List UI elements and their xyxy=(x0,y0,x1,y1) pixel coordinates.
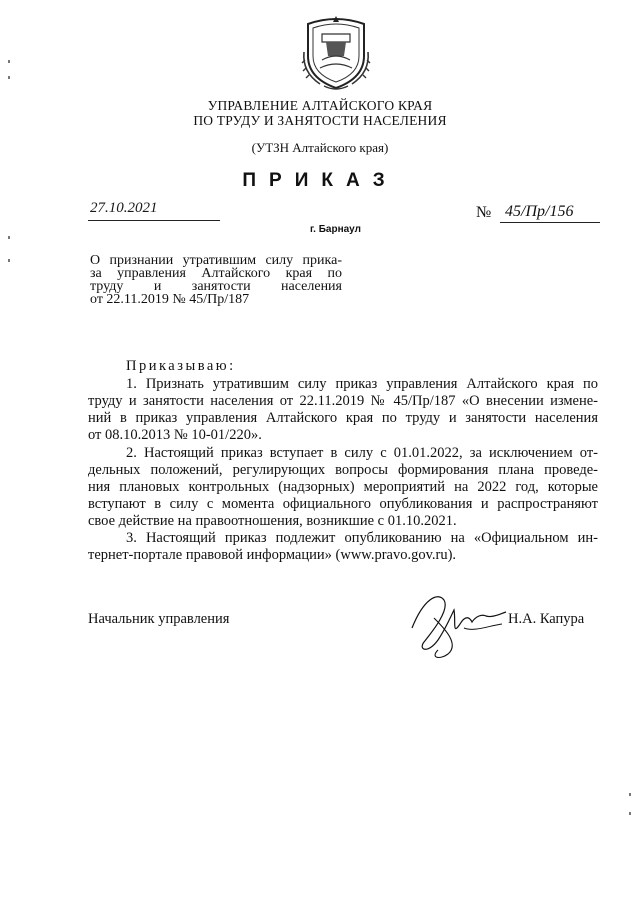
signature-icon xyxy=(404,588,509,660)
signer-position: Начальник управления xyxy=(88,611,230,627)
orders-heading: Приказываю: xyxy=(126,358,236,374)
paragraph-line: ний в приказ управления Алтайского края по труду и занятости населения xyxy=(88,410,598,426)
paragraph-line: дельных положений, регулирующих вопросы формирования плана проведе- xyxy=(88,462,598,478)
paragraph-line: вступают в силу с момента официального опубликования и распространяют xyxy=(88,496,598,512)
number-underline xyxy=(500,222,600,223)
document-city: г. Барнаул xyxy=(310,224,361,235)
paragraph-line: свое действие на правоотношения, возникшие с 01.10.2021. xyxy=(88,513,457,529)
scan-mark xyxy=(629,793,631,796)
scan-mark xyxy=(8,259,10,262)
document-type-title: ПРИКАЗ xyxy=(242,170,398,191)
scan-mark xyxy=(8,236,10,239)
paragraph-line: ния плановых контрольных (надзорных) мероприятий на 2022 год, которые xyxy=(88,479,598,495)
paragraph-line: 1. Признать утратившим силу приказ управления Алтайского края по xyxy=(126,376,598,392)
date-underline xyxy=(88,220,220,221)
coat-of-arms-icon xyxy=(300,12,372,92)
signer-name: Н.А. Капура xyxy=(508,611,585,627)
number-label: № xyxy=(476,204,492,221)
org-name-line2: ПО ТРУДУ И ЗАНЯТОСТИ НАСЕЛЕНИЯ xyxy=(193,113,447,128)
document-number: 45/Пр/156 xyxy=(505,203,574,220)
paragraph-line: 3. Настоящий приказ подлежит опубликованию на «Официальном ин- xyxy=(126,530,598,546)
subject-line: О признании утратившим силу прика- xyxy=(90,253,342,268)
scan-mark xyxy=(8,60,10,63)
org-abbreviation: (УТЗН Алтайского края) xyxy=(251,140,389,155)
order-paragraph-1 xyxy=(88,376,598,444)
org-name-line1: УПРАВЛЕНИЕ АЛТАЙСКОГО КРАЯ xyxy=(207,98,433,113)
scan-mark xyxy=(8,76,10,79)
subject-line: труду и занятости населения xyxy=(90,279,342,294)
scan-mark xyxy=(629,812,631,815)
subject-line: от 22.11.2019 № 45/Пр/187 xyxy=(90,292,250,307)
document-date: 27.10.2021 xyxy=(90,200,158,216)
paragraph-line: от 08.10.2013 № 10-01/220». xyxy=(88,427,262,443)
order-paragraph-3 xyxy=(88,530,598,564)
paragraph-line: 2. Настоящий приказ вступает в силу с 01.01.2022, за исключением от- xyxy=(126,445,598,461)
order-paragraph-2 xyxy=(88,445,598,530)
subject-line: за управления Алтайского края по xyxy=(90,266,342,281)
paragraph-line: труду и занятости населения от 22.11.2019 № 45/Пр/187 «О внесении измене- xyxy=(88,393,598,409)
paragraph-line: тернет-портале правовой информации» (www.pravo.gov.ru). xyxy=(88,547,457,563)
